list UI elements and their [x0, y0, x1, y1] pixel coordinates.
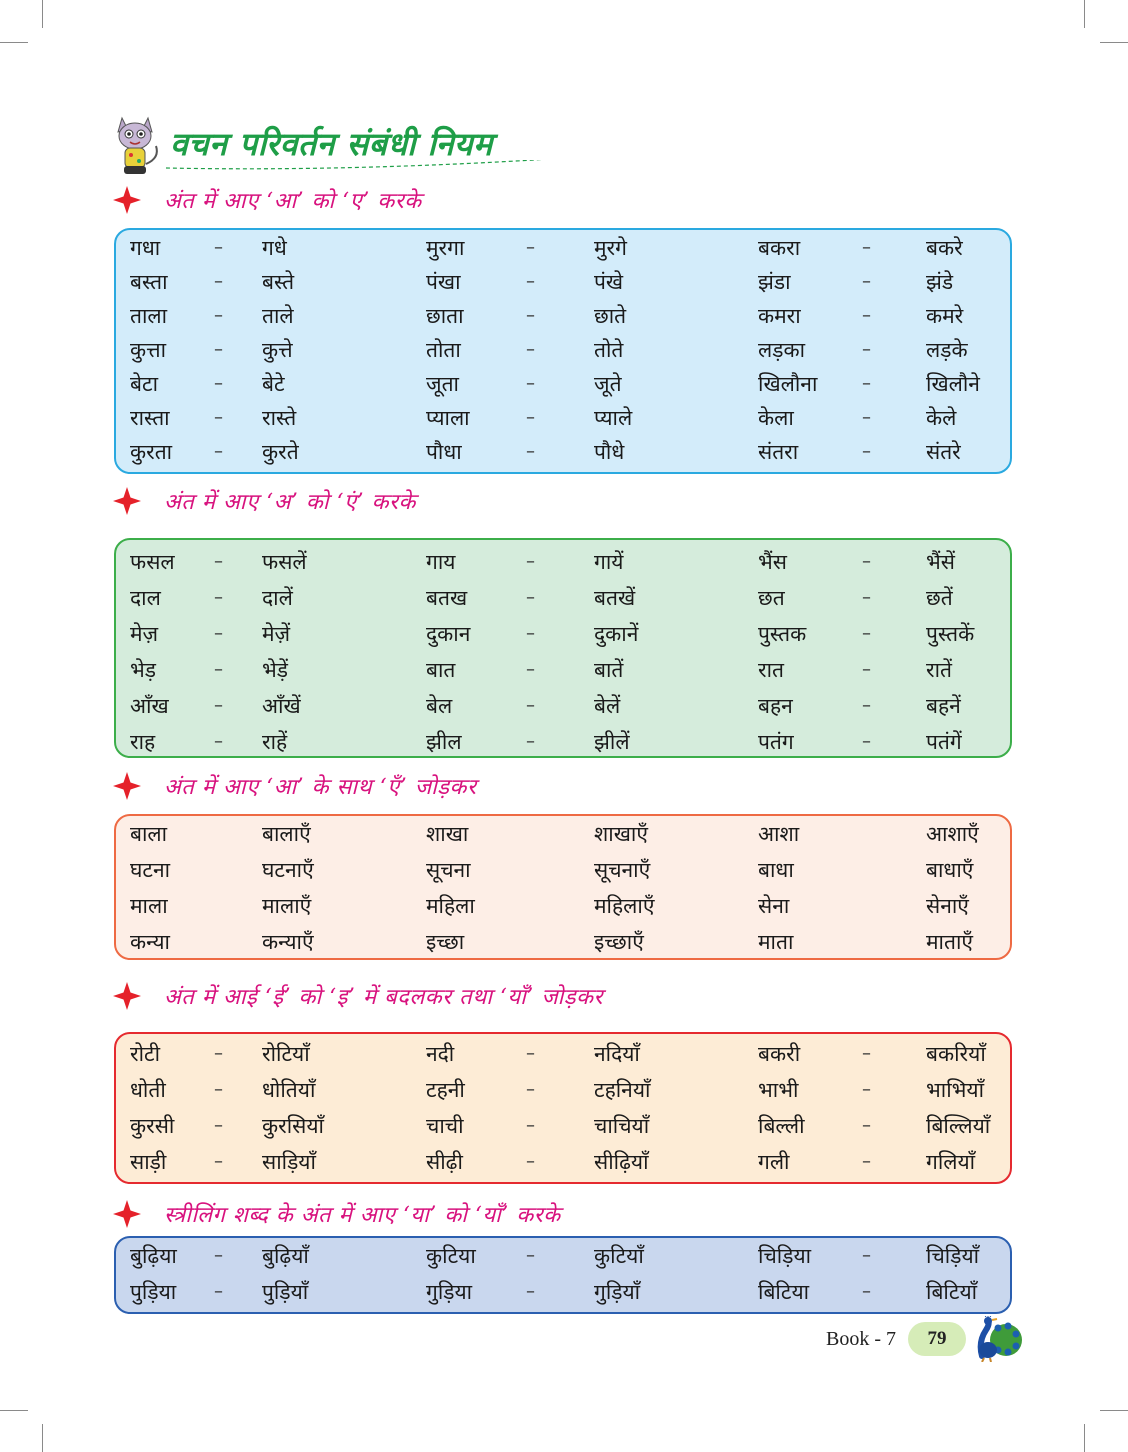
- table-row: [116, 332, 1010, 368]
- dash-separator: –: [214, 237, 223, 258]
- singular-word: पुस्तक: [758, 622, 807, 646]
- singular-word: ताला: [130, 304, 168, 328]
- section-heading-5: [112, 1196, 561, 1232]
- plural-word: शाखाएँ: [594, 822, 648, 846]
- plural-word: पुस्तकें: [926, 622, 975, 646]
- singular-word: पंखा: [426, 270, 461, 294]
- plural-word: झंडे: [926, 270, 954, 294]
- singular-word: बकरी: [758, 1042, 801, 1066]
- dash-separator: –: [862, 1245, 871, 1266]
- cat-mascot-icon: [108, 108, 168, 178]
- dash-separator: –: [862, 237, 871, 258]
- singular-word: पतंग: [758, 730, 794, 754]
- plural-word: दुकानें: [594, 622, 639, 646]
- section-heading-3: [112, 768, 476, 804]
- plural-word: प्याले: [594, 406, 633, 430]
- plural-word: रास्ते: [262, 406, 297, 430]
- crop-mark: [1100, 42, 1128, 43]
- singular-word: कुरता: [130, 440, 173, 464]
- plural-word: बेलें: [594, 694, 621, 718]
- plural-word: गलियाँ: [926, 1150, 976, 1174]
- crop-mark: [1084, 1424, 1085, 1452]
- section-heading-2: [112, 483, 416, 519]
- table-row: [116, 580, 1010, 616]
- singular-word: साड़ी: [130, 1150, 167, 1174]
- singular-word: गुड़िया: [426, 1280, 473, 1304]
- singular-word: महिला: [426, 894, 475, 918]
- dash-separator: –: [214, 339, 223, 360]
- singular-word: सेना: [758, 894, 790, 918]
- star-bullet-icon: [112, 771, 142, 801]
- plural-word: छाते: [594, 304, 627, 328]
- plural-word: महिलाएँ: [594, 894, 655, 918]
- page-footer: [826, 1320, 1024, 1358]
- plural-word: भैंसें: [926, 550, 955, 574]
- dash-separator: –: [862, 1151, 871, 1172]
- table-row: [116, 1108, 1010, 1144]
- crop-mark: [0, 1410, 28, 1411]
- dash-separator: –: [526, 587, 535, 608]
- dash-separator: –: [526, 407, 535, 428]
- plural-word: बेटे: [262, 372, 285, 396]
- dash-separator: –: [526, 441, 535, 462]
- table-row: [116, 1144, 1010, 1180]
- plural-word: आशाएँ: [926, 822, 979, 846]
- singular-word: मुरगा: [426, 236, 465, 260]
- table-row: [116, 1072, 1010, 1108]
- word-table-2: [114, 538, 1012, 758]
- singular-word: जूता: [426, 372, 459, 396]
- plural-word: सूचनाएँ: [594, 858, 651, 882]
- dash-separator: –: [526, 373, 535, 394]
- dash-separator: –: [862, 1281, 871, 1302]
- plural-word: रोटियाँ: [262, 1042, 310, 1066]
- singular-word: लड़का: [758, 338, 806, 362]
- singular-word: बस्ता: [130, 270, 168, 294]
- singular-word: टहनी: [426, 1078, 465, 1102]
- star-bullet-icon: [112, 185, 142, 215]
- singular-word: गधा: [130, 236, 161, 260]
- crop-mark: [1100, 1410, 1128, 1411]
- plural-word: चाचियाँ: [594, 1114, 650, 1138]
- singular-word: तोता: [426, 338, 461, 362]
- plural-word: बिटियाँ: [926, 1280, 978, 1304]
- section-heading-text: अंत में आए ‘आ’ के साथ ‘एँ’ जोड़कर: [164, 775, 477, 800]
- dash-separator: –: [214, 1115, 223, 1136]
- singular-word: बेल: [426, 694, 453, 718]
- singular-word: गाय: [426, 550, 456, 574]
- plural-word: पंखे: [594, 270, 624, 294]
- singular-word: पुड़िया: [130, 1280, 177, 1304]
- plural-word: माताएँ: [926, 930, 974, 954]
- plural-word: गुड़ियाँ: [594, 1280, 641, 1304]
- singular-word: बकरा: [758, 236, 801, 260]
- plural-word: कुत्ते: [262, 338, 293, 362]
- table-row: [116, 816, 1010, 852]
- plural-word: कन्याएँ: [262, 930, 314, 954]
- singular-word: भैंस: [758, 550, 787, 574]
- word-table-3: [114, 814, 1012, 960]
- dash-separator: –: [526, 1115, 535, 1136]
- plural-word: बतखें: [594, 586, 636, 610]
- table-row: [116, 366, 1010, 402]
- singular-word: कुत्ता: [130, 338, 167, 362]
- singular-word: बिल्ली: [758, 1114, 805, 1138]
- dash-separator: –: [862, 1115, 871, 1136]
- plural-word: केले: [926, 406, 957, 430]
- plural-word: बस्ते: [262, 270, 295, 294]
- singular-word: मेज़: [130, 622, 159, 646]
- table-row: [116, 652, 1010, 688]
- plural-word: कमरे: [926, 304, 964, 328]
- singular-word: माता: [758, 930, 794, 954]
- singular-word: दाल: [130, 586, 161, 610]
- singular-word: दुकान: [426, 622, 471, 646]
- section-heading-4: [112, 978, 603, 1014]
- singular-word: सूचना: [426, 858, 471, 882]
- table-row: [116, 230, 1010, 266]
- plural-word: सीढ़ियाँ: [594, 1150, 649, 1174]
- dash-separator: –: [526, 695, 535, 716]
- dash-separator: –: [214, 407, 223, 428]
- plural-word: मुरगे: [594, 236, 627, 260]
- dash-separator: –: [214, 373, 223, 394]
- dash-separator: –: [214, 551, 223, 572]
- table-row: [116, 264, 1010, 300]
- peacock-icon: [968, 1316, 1024, 1362]
- plural-word: गधे: [262, 236, 287, 260]
- dash-separator: –: [526, 1151, 535, 1172]
- singular-word: इच्छा: [426, 930, 465, 954]
- section-heading-1: [112, 182, 422, 218]
- dash-separator: –: [862, 731, 871, 752]
- dash-separator: –: [862, 271, 871, 292]
- singular-word: संतरा: [758, 440, 799, 464]
- dash-separator: –: [526, 623, 535, 644]
- crop-mark: [42, 1424, 43, 1452]
- table-row: [116, 544, 1010, 580]
- crop-mark: [1084, 0, 1085, 28]
- dash-separator: –: [526, 271, 535, 292]
- singular-word: बाला: [130, 822, 168, 846]
- singular-word: बहन: [758, 694, 793, 718]
- dash-separator: –: [214, 623, 223, 644]
- singular-word: कुटिया: [426, 1244, 476, 1268]
- page-title: वचन परिवर्तन संबंधी नियम: [170, 125, 493, 163]
- word-table-1: [114, 228, 1012, 474]
- singular-word: केला: [758, 406, 794, 430]
- table-row: [116, 400, 1010, 436]
- dash-separator: –: [214, 731, 223, 752]
- singular-word: आशा: [758, 822, 800, 846]
- dash-separator: –: [214, 695, 223, 716]
- dash-separator: –: [214, 1043, 223, 1064]
- plural-word: घटनाएँ: [262, 858, 314, 882]
- plural-word: आँखें: [262, 694, 301, 718]
- dash-separator: –: [862, 695, 871, 716]
- singular-word: झंडा: [758, 270, 791, 294]
- dash-separator: –: [526, 1245, 535, 1266]
- plural-word: जूते: [594, 372, 622, 396]
- plural-word: कुटियाँ: [594, 1244, 644, 1268]
- plural-word: भेड़ें: [262, 658, 288, 682]
- dash-separator: –: [862, 339, 871, 360]
- singular-word: बाधा: [758, 858, 794, 882]
- plural-word: नदियाँ: [594, 1042, 640, 1066]
- dash-separator: –: [526, 659, 535, 680]
- section-heading-text: अंत में आई ‘ई’ को ‘इ’ में बदलकर तथा ‘याँ’ जोड़कर: [164, 985, 604, 1010]
- plural-word: बातें: [594, 658, 624, 682]
- table-row: [116, 1274, 1010, 1310]
- dash-separator: –: [526, 551, 535, 572]
- plural-word: बुढ़ियाँ: [262, 1244, 309, 1268]
- singular-word: चिड़िया: [758, 1244, 812, 1268]
- table-row: [116, 298, 1010, 334]
- dash-separator: –: [214, 587, 223, 608]
- singular-word: कन्या: [130, 930, 170, 954]
- dash-separator: –: [526, 1281, 535, 1302]
- plural-word: संतरे: [926, 440, 961, 464]
- page-number: 79: [927, 1328, 947, 1349]
- singular-word: फसल: [130, 550, 175, 574]
- singular-word: झील: [426, 730, 462, 754]
- section-heading-text: अंत में आए ‘अ’ को ‘एं’ करके: [164, 490, 416, 515]
- singular-word: कुरसी: [130, 1114, 175, 1138]
- singular-word: माला: [130, 894, 168, 918]
- plural-word: कुरते: [262, 440, 299, 464]
- dash-separator: –: [862, 1043, 871, 1064]
- plural-word: रातें: [926, 658, 952, 682]
- title-underline: [166, 160, 606, 174]
- singular-word: घटना: [130, 858, 171, 882]
- singular-word: पौधा: [426, 440, 462, 464]
- plural-word: तोते: [594, 338, 624, 362]
- crop-mark: [42, 0, 43, 28]
- singular-word: राह: [130, 730, 156, 754]
- dash-separator: –: [526, 339, 535, 360]
- table-row: [116, 1238, 1010, 1274]
- dash-separator: –: [526, 305, 535, 326]
- singular-word: गली: [758, 1150, 790, 1174]
- singular-word: चाची: [426, 1114, 464, 1138]
- dash-separator: –: [862, 551, 871, 572]
- dash-separator: –: [862, 373, 871, 394]
- singular-word: बेटा: [130, 372, 159, 396]
- singular-word: प्याला: [426, 406, 470, 430]
- dash-separator: –: [214, 1245, 223, 1266]
- dash-separator: –: [862, 659, 871, 680]
- plural-word: पौधे: [594, 440, 625, 464]
- plural-word: मेज़ें: [262, 622, 291, 646]
- table-row: [116, 924, 1010, 960]
- plural-word: कुरसियाँ: [262, 1114, 324, 1138]
- plural-word: लड़के: [926, 338, 968, 362]
- table-row: [116, 688, 1010, 724]
- singular-word: छाता: [426, 304, 464, 328]
- table-row: [116, 616, 1010, 652]
- singular-word: नदी: [426, 1042, 455, 1066]
- dash-separator: –: [214, 1151, 223, 1172]
- plural-word: इच्छाएँ: [594, 930, 644, 954]
- singular-word: आँख: [130, 694, 169, 718]
- word-table-4: [114, 1032, 1012, 1184]
- plural-word: पुड़ियाँ: [262, 1280, 309, 1304]
- plural-word: धोतियाँ: [262, 1078, 316, 1102]
- plural-word: खिलौने: [926, 372, 980, 396]
- dash-separator: –: [214, 1079, 223, 1100]
- plural-word: फसलें: [262, 550, 307, 574]
- plural-word: भाभियाँ: [926, 1078, 985, 1102]
- section-heading-text: स्त्रीलिंग शब्द के अंत में आए ‘या’ को ‘याँ’ करके: [164, 1203, 561, 1228]
- singular-word: रोटी: [130, 1042, 161, 1066]
- singular-word: छत: [758, 586, 785, 610]
- word-table-5: [114, 1236, 1012, 1314]
- plural-word: बकरियाँ: [926, 1042, 986, 1066]
- dash-separator: –: [526, 1043, 535, 1064]
- plural-word: गायें: [594, 550, 624, 574]
- book-label: Book - 7: [826, 1327, 896, 1350]
- plural-word: झीलें: [594, 730, 630, 754]
- dash-separator: –: [862, 305, 871, 326]
- singular-word: बुढ़िया: [130, 1244, 177, 1268]
- singular-word: कमरा: [758, 304, 801, 328]
- table-row: [116, 888, 1010, 924]
- singular-word: रात: [758, 658, 784, 682]
- plural-word: टहनियाँ: [594, 1078, 651, 1102]
- dash-separator: –: [862, 623, 871, 644]
- table-row: [116, 724, 1010, 760]
- singular-word: बिटिया: [758, 1280, 810, 1304]
- dash-separator: –: [862, 587, 871, 608]
- dash-separator: –: [214, 305, 223, 326]
- table-row: [116, 434, 1010, 470]
- dash-separator: –: [214, 271, 223, 292]
- singular-word: खिलौना: [758, 372, 818, 396]
- dash-separator: –: [526, 731, 535, 752]
- crop-mark: [0, 42, 28, 43]
- singular-word: भाभी: [758, 1078, 799, 1102]
- plural-word: मालाएँ: [262, 894, 312, 918]
- plural-word: छतें: [926, 586, 953, 610]
- singular-word: सीढ़ी: [426, 1150, 463, 1174]
- dash-separator: –: [214, 659, 223, 680]
- singular-word: बात: [426, 658, 456, 682]
- plural-word: राहें: [262, 730, 288, 754]
- star-bullet-icon: [112, 981, 142, 1011]
- singular-word: धोती: [130, 1078, 166, 1102]
- plural-word: पतंगें: [926, 730, 962, 754]
- plural-word: सेनाएँ: [926, 894, 969, 918]
- plural-word: बकरे: [926, 236, 963, 260]
- plural-word: बालाएँ: [262, 822, 311, 846]
- dash-separator: –: [862, 1079, 871, 1100]
- plural-word: ताले: [262, 304, 294, 328]
- dash-separator: –: [862, 407, 871, 428]
- plural-word: दालें: [262, 586, 293, 610]
- plural-word: बिल्लियाँ: [926, 1114, 991, 1138]
- star-bullet-icon: [112, 486, 142, 516]
- section-heading-text: अंत में आए ‘आ’ को ‘ए’ करके: [164, 189, 422, 214]
- dash-separator: –: [526, 1079, 535, 1100]
- page-header: [108, 108, 608, 178]
- plural-word: बाधाएँ: [926, 858, 974, 882]
- star-bullet-icon: [112, 1199, 142, 1229]
- dash-separator: –: [214, 441, 223, 462]
- table-row: [116, 852, 1010, 888]
- singular-word: बतख: [426, 586, 468, 610]
- dash-separator: –: [214, 1281, 223, 1302]
- plural-word: साड़ियाँ: [262, 1150, 316, 1174]
- dash-separator: –: [526, 237, 535, 258]
- plural-word: चिड़ियाँ: [926, 1244, 980, 1268]
- table-row: [116, 1036, 1010, 1072]
- dash-separator: –: [862, 441, 871, 462]
- singular-word: रास्ता: [130, 406, 170, 430]
- singular-word: भेड़: [130, 658, 156, 682]
- singular-word: शाखा: [426, 822, 469, 846]
- plural-word: बहनें: [926, 694, 961, 718]
- page-number-badge: [908, 1322, 966, 1356]
